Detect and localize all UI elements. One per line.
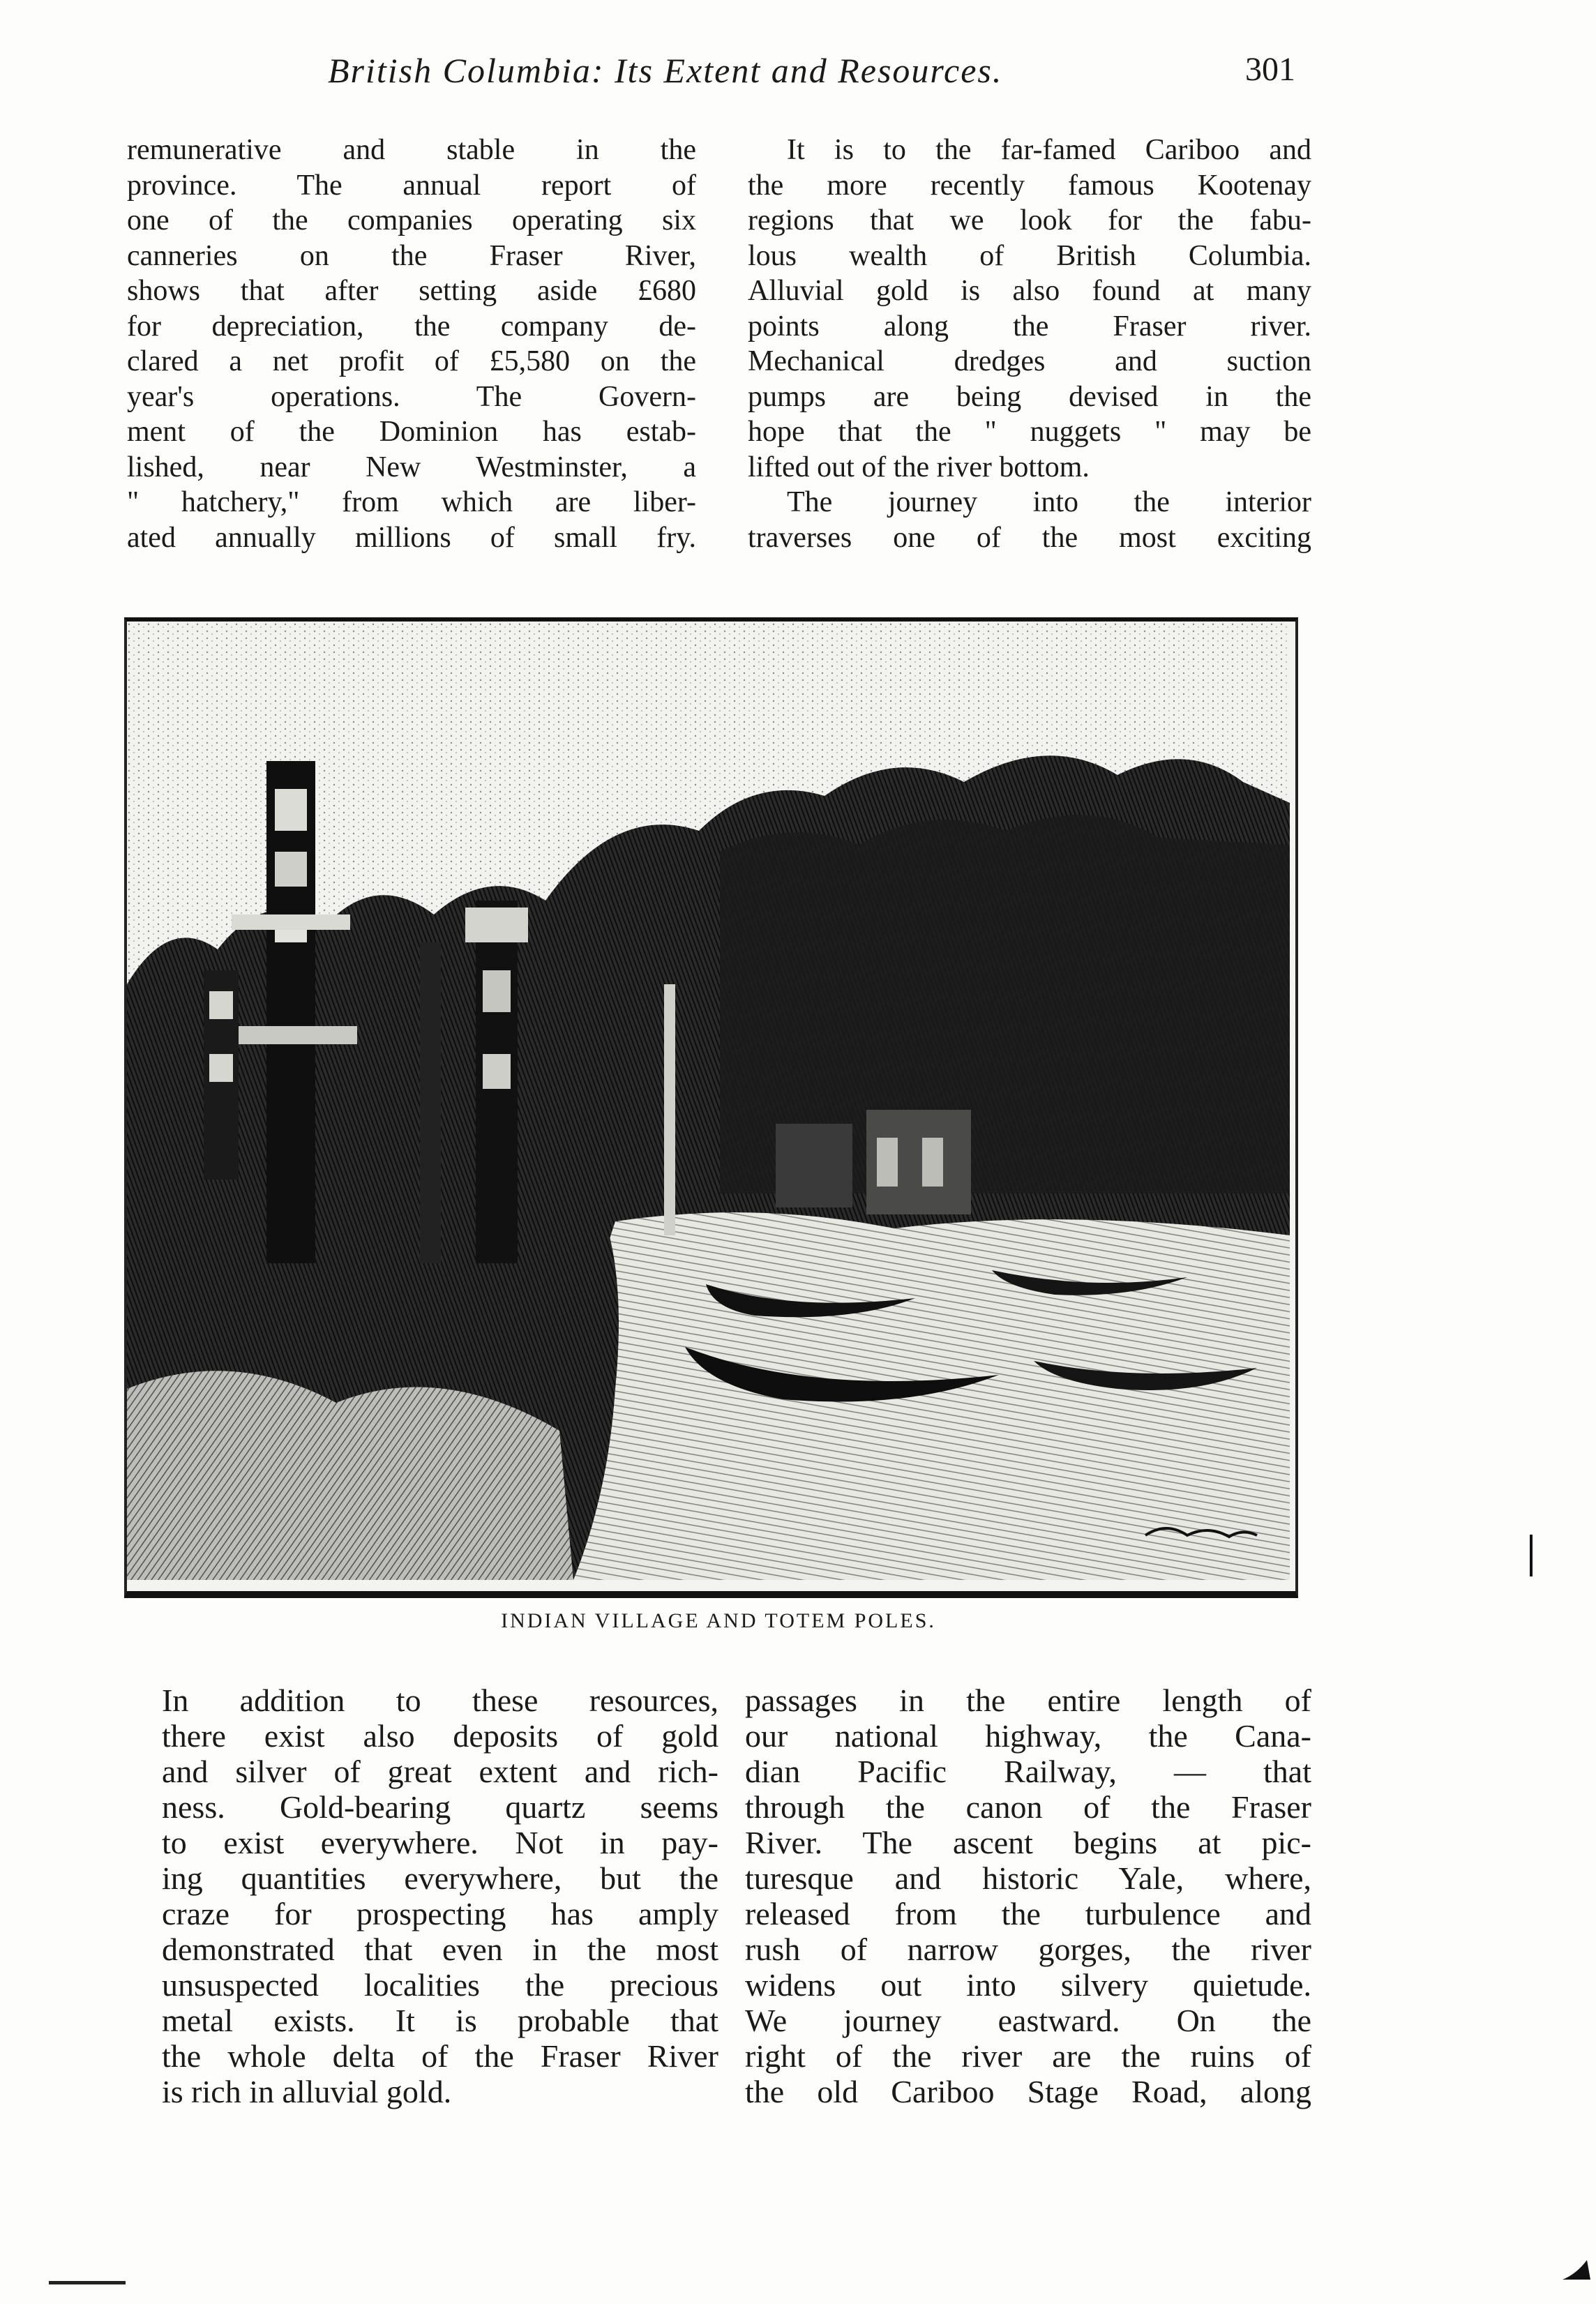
engraving-image	[127, 622, 1290, 1580]
margin-mark	[1530, 1535, 1533, 1576]
text-line: is rich in alluvial gold.	[162, 2074, 452, 2109]
text-line: points along the Fraser river.	[748, 310, 1311, 342]
text-column-bottom-right	[745, 1682, 1311, 2109]
text-line: demonstrated that even in the most	[162, 1932, 718, 1967]
scan-edge-mark	[1521, 2253, 1590, 2281]
paragraph	[127, 133, 696, 555]
paragraph	[745, 1682, 1311, 2109]
text-line: metal exists. It is probable that	[162, 2003, 718, 2038]
text-line: lous wealth of British Columbia.	[748, 239, 1311, 272]
illustration-indian-village	[124, 617, 1298, 1598]
text-line: year's operations. The Govern-	[127, 380, 696, 413]
text-line: lifted out of the river bottom.	[748, 451, 1090, 483]
text-line: to exist everywhere. Not in pay-	[162, 1825, 718, 1860]
text-line: passages in the entire length of	[745, 1682, 1311, 1718]
text-line: the whole delta of the Fraser River	[162, 2038, 718, 2074]
text-line: We journey eastward. On the	[745, 2003, 1311, 2038]
text-line: released from the turbulence and	[745, 1896, 1311, 1932]
text-line: " hatchery," from which are liber-	[127, 486, 696, 518]
text-line: our national highway, the Cana-	[745, 1718, 1311, 1754]
text-line: It is to the far-famed Cariboo and	[787, 134, 1311, 166]
text-line: ated annually millions of small fry.	[127, 521, 696, 554]
paragraph	[162, 1682, 718, 2109]
text-line: Mechanical dredges and suction	[748, 345, 1311, 377]
text-line: lished, near New Westminster, a	[127, 451, 696, 483]
text-line: province. The annual report of	[127, 169, 696, 202]
text-column-top-left	[127, 133, 696, 555]
text-line: unsuspected localities the precious	[162, 1967, 718, 2003]
figure-caption: INDIAN VILLAGE AND TOTEM POLES.	[501, 1609, 936, 1632]
text-line: dian Pacific Railway, — that	[745, 1754, 1311, 1789]
text-line: In addition to these resources,	[162, 1682, 718, 1718]
scan-edge-mark	[49, 2281, 126, 2284]
text-column-bottom-left	[162, 1682, 718, 2109]
text-line: the more recently famous Kootenay	[748, 169, 1311, 202]
text-line: and silver of great extent and rich-	[162, 1754, 718, 1789]
text-line: ness. Gold-bearing quartz seems	[162, 1789, 718, 1825]
text-line: ment of the Dominion has estab-	[127, 416, 696, 448]
text-line: clared a net profit of £5,580 on the	[127, 345, 696, 377]
text-line: Alluvial gold is also found at many	[748, 275, 1311, 307]
text-column-top-right	[748, 133, 1311, 555]
text-line: turesque and historic Yale, where,	[745, 1860, 1311, 1896]
text-line: for depreciation, the company de-	[127, 310, 696, 342]
text-line: craze for prospecting has amply	[162, 1896, 718, 1932]
page-number: 301	[1245, 51, 1295, 88]
text-line: one of the companies operating six	[127, 204, 696, 236]
text-line: canneries on the Fraser River,	[127, 239, 696, 272]
text-line: ing quantities everywhere, but the	[162, 1860, 718, 1896]
text-line: hope that the " nuggets " may be	[748, 416, 1311, 448]
text-line: widens out into silvery quietude.	[745, 1967, 1311, 2003]
text-line: regions that we look for the fabu-	[748, 204, 1311, 236]
text-line: right of the river are the ruins of	[745, 2038, 1311, 2074]
text-line: there exist also deposits of gold	[162, 1718, 718, 1754]
text-line: traverses one of the most exciting	[748, 521, 1311, 554]
running-title: British Columbia: Its Extent and Resources.	[328, 51, 1003, 90]
text-line: the old Cariboo Stage Road, along	[745, 2074, 1311, 2109]
text-line: through the canon of the Fraser	[745, 1789, 1311, 1825]
text-line: remunerative and stable in the	[127, 134, 696, 166]
paragraph	[748, 485, 1311, 555]
paragraph	[748, 133, 1311, 485]
text-line: The journey into the interior	[787, 486, 1311, 518]
text-line: River. The ascent begins at pic-	[745, 1825, 1311, 1860]
text-line: shows that after setting aside £680	[127, 275, 696, 307]
text-line: rush of narrow gorges, the river	[745, 1932, 1311, 1967]
text-line: pumps are being devised in the	[748, 380, 1311, 413]
